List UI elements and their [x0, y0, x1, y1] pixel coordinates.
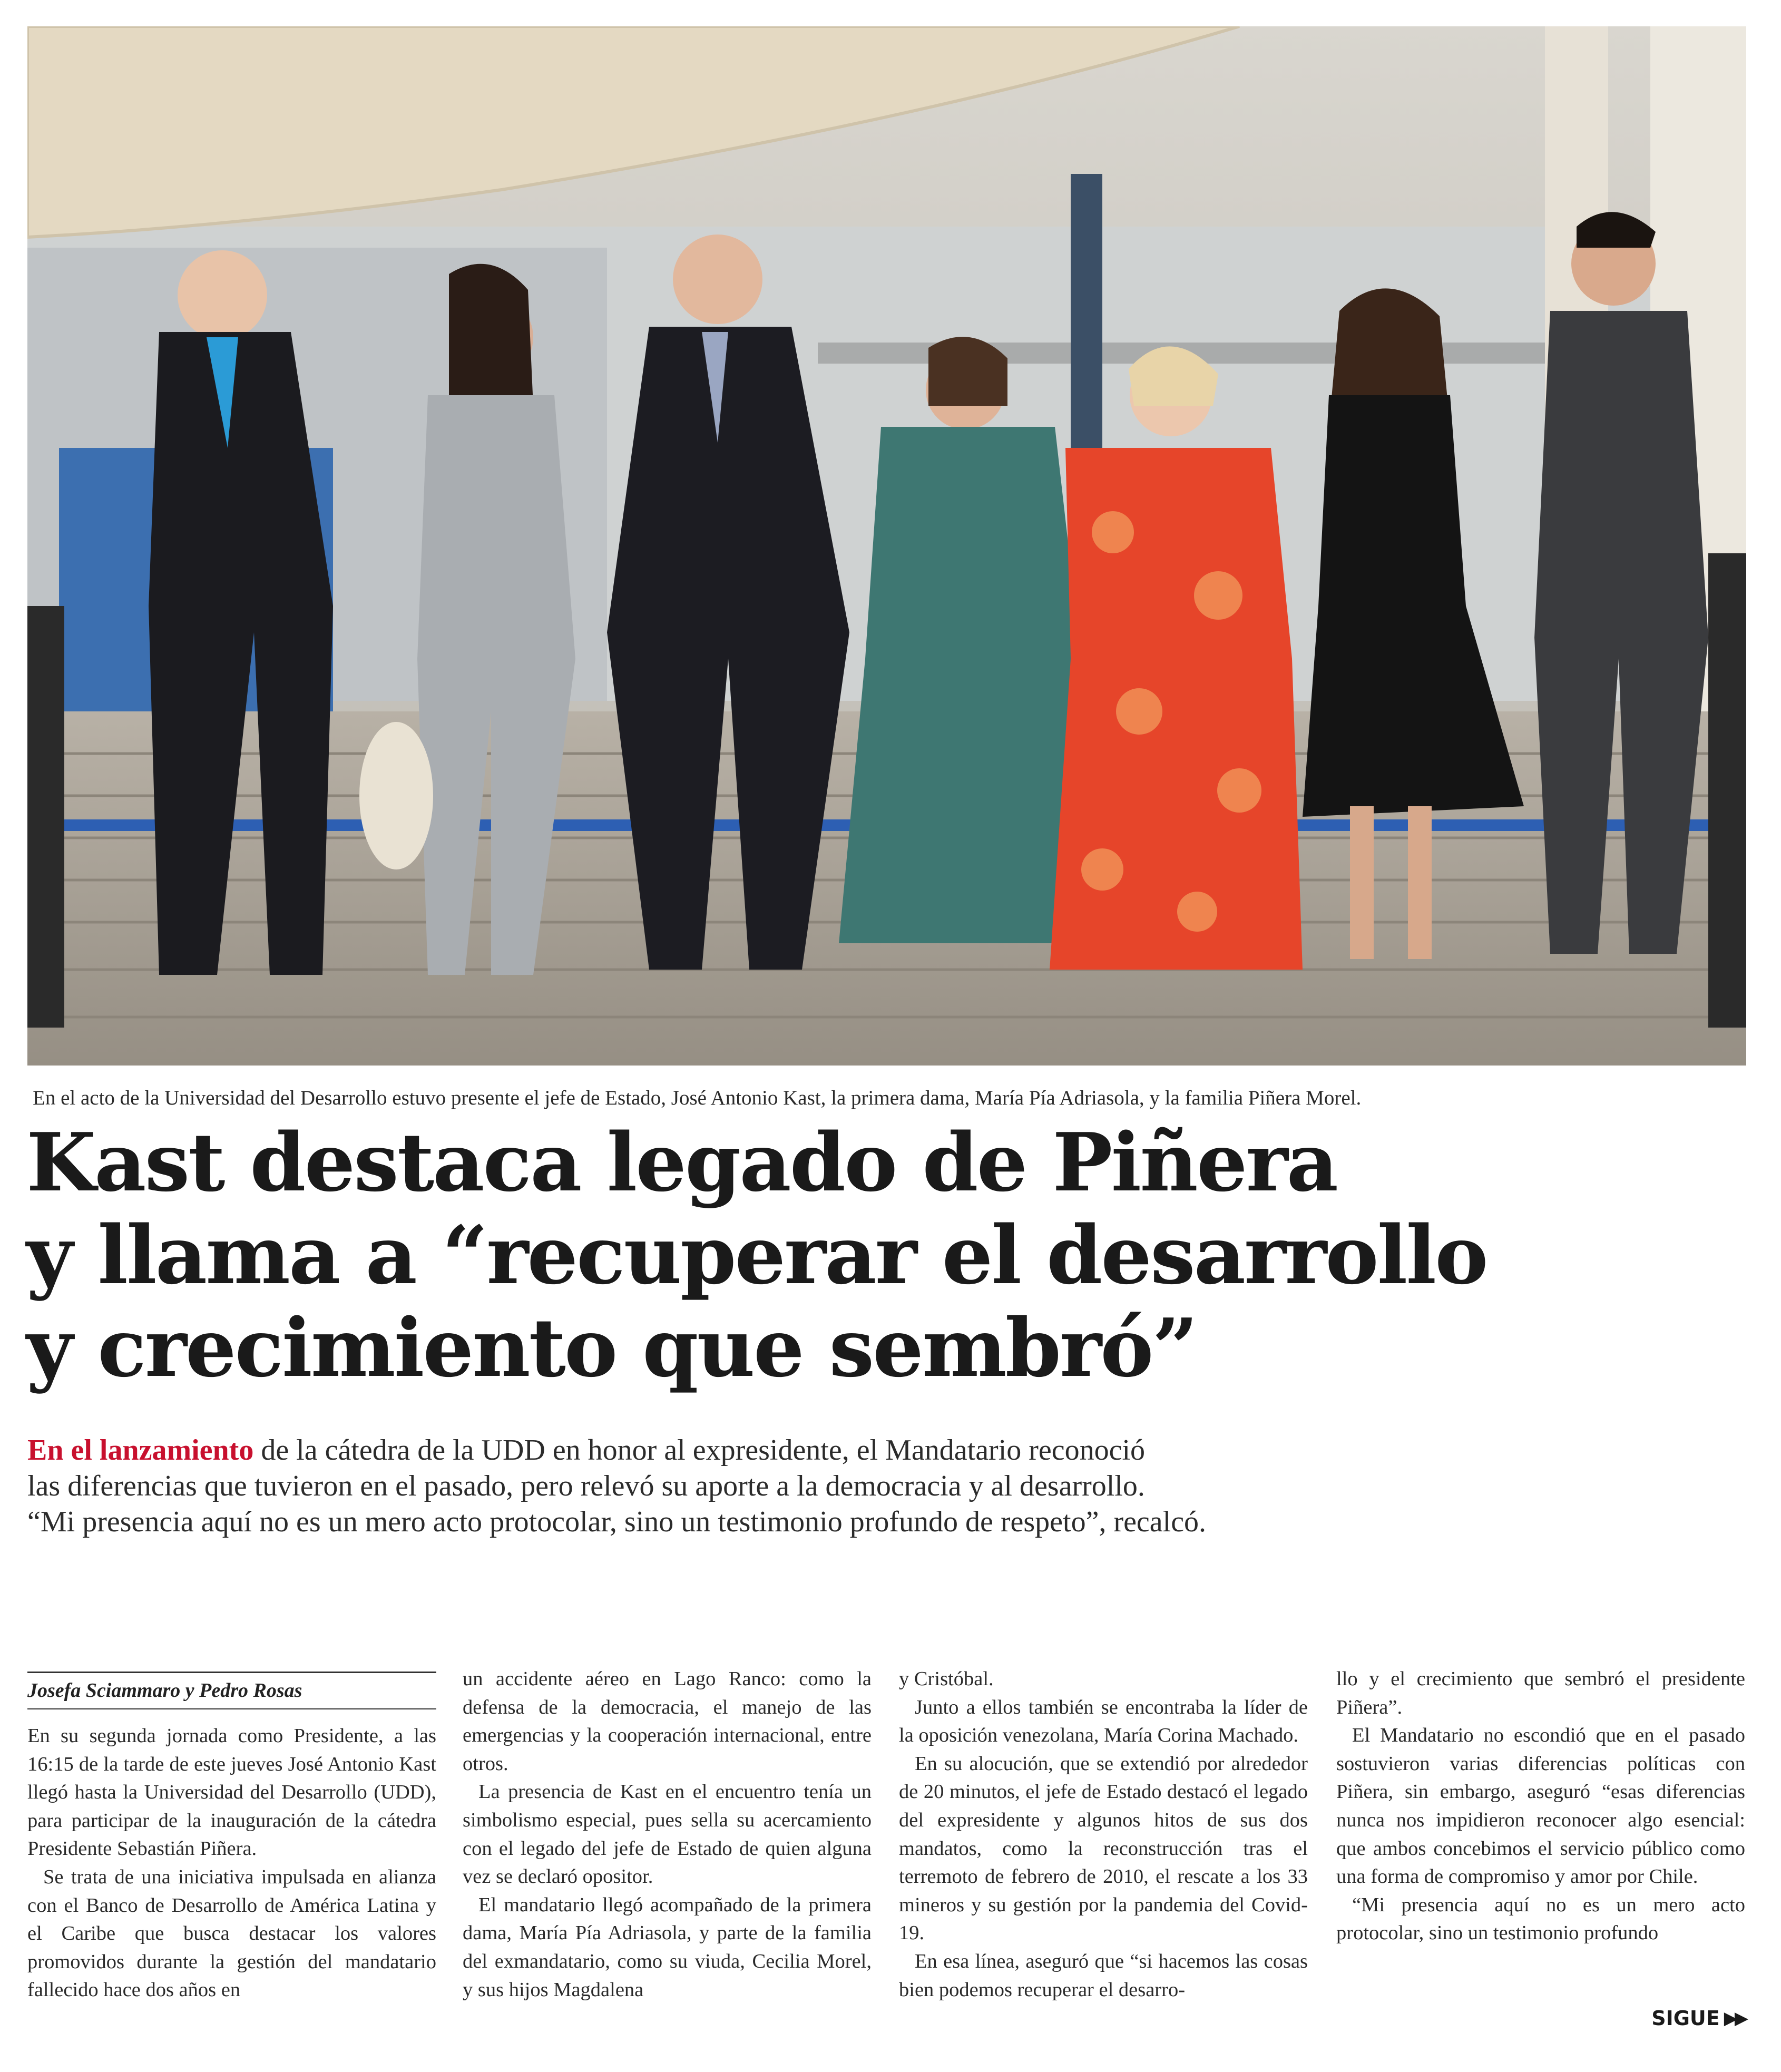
paragraph: Junto a ellos también se encontraba la líder de la oposición venezolana, María Corina Machado. [899, 1696, 1308, 1747]
deck-text: de la cátedra de la UDD en honor al expresidente, el Mandatario reconoció [253, 1434, 1146, 1467]
byline-rule [27, 1708, 436, 1709]
paragraph: En su alocución, que se extendió por alrededor de 20 minutos, el jefe de Estado destacó el legado del expresidente y algunos hitos de sus dos mandatos, como la reconstrucción tras el terremoto de febrero de 2010, el rescate a los 33 mineros y su gestión por la pandemia del Covid-19. [899, 1752, 1308, 1944]
paragraph: El Mandatario no escondió que en el pasado sostuvieron varias diferencias políticas con Piñera, sin embargo, aseguró “esas diferencias nunca nos impidieron reconocer algo esencial: que ambos concebimos el servicio público como una forma de compromiso y amor por Chile. [1336, 1724, 1745, 1888]
deck-line: las diferencias que tuvieron en el pasado, pero relevó su aporte a la democracia y al desarrollo. [27, 1470, 1145, 1502]
deck-line: “Mi presencia aquí no es un mero acto protocolar, sino un testimonio profundo de respeto”, recalcó. [27, 1506, 1207, 1538]
paragraph: y Cristóbal. [899, 1668, 994, 1690]
article-deck [27, 1432, 1608, 1540]
photo-caption: En el acto de la Universidad del Desarrollo estuvo presente el jefe de Estado, José Antonio Kast, la primera dama, María Pía Adriasola, y la familia Piñera Morel. [33, 1087, 1362, 1109]
paragraph: llo y el crecimiento que sembró el presidente Piñera”. [1336, 1668, 1745, 1718]
deck-lead: En el lanzamiento [27, 1434, 254, 1467]
byline-rule [27, 1672, 436, 1673]
headline-line: y llama a “recuperar el desarrollo [26, 1208, 1487, 1302]
continue-label: SIGUE [1651, 2007, 1720, 2030]
body-column-4 [1336, 1665, 1745, 1948]
body-column-3 [899, 1665, 1308, 2004]
body-column-2 [463, 1665, 872, 2004]
headline [26, 1116, 1712, 1394]
body-column-1 [27, 1722, 436, 2005]
paragraph: El mandatario llegó acompañado de la primera dama, María Pía Adriasola, y parte de la familia del exmandatario, como su viuda, Cecilia Morel, y sus hijos Magdalena [463, 1893, 872, 2001]
continue-marker[interactable] [1651, 2007, 1745, 2030]
headline-line: Kast destaca legado de Piñera [26, 1115, 1337, 1209]
double-arrow-icon: ▶▶ [1724, 2008, 1745, 2029]
photo-illustration [27, 26, 1746, 1066]
headline-line: y crecimiento que sembró” [26, 1301, 1197, 1395]
paragraph: “Mi presencia aquí no es un mero acto protocolar, sino un testimonio profundo [1336, 1893, 1745, 1944]
paragraph: un accidente aéreo en Lago Ranco: como la defensa de la democracia, el manejo de las emergencias y la cooperación internacional, entre otros. [463, 1668, 872, 1775]
paragraph: En su segunda jornada como Presidente, a las 16:15 de la tarde de este jueves José Antonio Kast llegó hasta la Universidad del Desarrollo (UDD), para participar de la inauguración de la cátedra Presidente Sebastián Piñera. [27, 1725, 436, 1860]
article-photo [27, 26, 1746, 1066]
deck-line [27, 1432, 1608, 1468]
byline: Josefa Sciammaro y Pedro Rosas [27, 1679, 302, 1702]
paragraph: Se trata de una iniciativa impulsada en alianza con el Banco de Desarrollo de América Latina y el Caribe que busca destacar los valores promovidos durante la gestión del mandatario fallecido hace dos años en [27, 1865, 436, 2001]
paragraph: La presencia de Kast en el encuentro tenía un simbolismo especial, pues sella su acercamiento con el legado del jefe de Estado de quien alguna vez se declaró opositor. [463, 1781, 872, 1888]
paragraph: En esa línea, aseguró que “si hacemos las cosas bien podemos recuperar el desarro- [899, 1950, 1308, 2001]
